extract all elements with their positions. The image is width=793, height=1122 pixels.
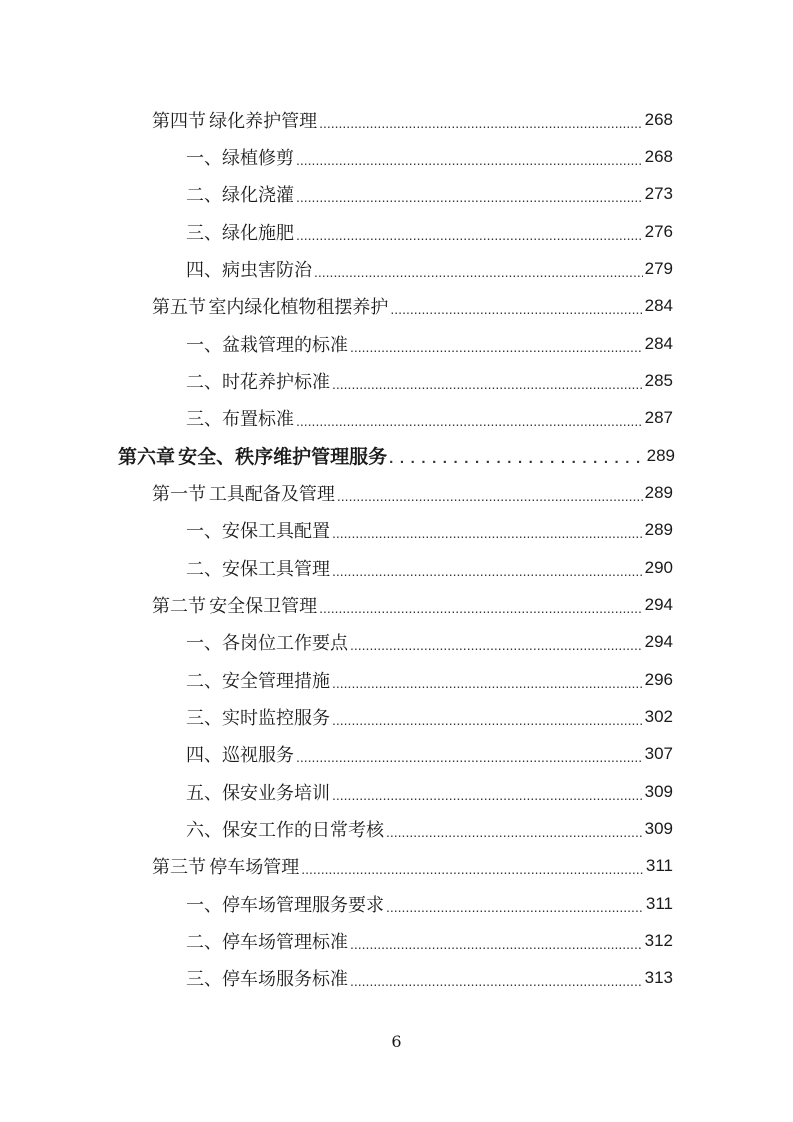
toc-page-number: 302: [644, 706, 673, 726]
dot-leader: [301, 859, 644, 879]
toc-item-entry[interactable]: [186, 810, 673, 847]
toc-page-number: 289: [644, 519, 673, 539]
toc-page-number: 294: [644, 631, 673, 651]
toc-item-entry[interactable]: [186, 250, 673, 287]
toc-number: 四、: [186, 744, 222, 766]
toc-title: 绿化养护管理: [209, 110, 318, 132]
toc-item-entry[interactable]: [186, 549, 673, 586]
dot-leader: [319, 598, 643, 618]
toc-page-number: 311: [645, 855, 673, 875]
toc-item-entry[interactable]: [186, 922, 673, 959]
toc-item-entry[interactable]: [186, 399, 673, 436]
toc-page-number: 273: [644, 183, 673, 203]
toc-title: 绿植修剪: [222, 147, 294, 169]
toc-page-number: 268: [644, 146, 673, 166]
toc-title: 实时监控服务: [222, 707, 330, 729]
dot-leader: [386, 897, 644, 917]
dot-leader: [350, 934, 643, 954]
toc-number: 二、: [186, 670, 222, 692]
toc-number: 第六章: [118, 446, 176, 468]
toc-item-entry[interactable]: [186, 735, 673, 772]
toc-item-entry[interactable]: [186, 362, 673, 399]
dot-leader: [337, 486, 643, 506]
toc-number: 一、: [186, 894, 222, 916]
dot-leader: [332, 673, 643, 693]
toc-title: 停车场管理标准: [222, 931, 348, 953]
toc-section-entry[interactable]: [152, 847, 673, 884]
toc-number: 一、: [186, 334, 222, 356]
toc-page-number: 294: [644, 594, 673, 614]
toc-item-entry[interactable]: [186, 885, 673, 922]
toc-title: 保安业务培训: [222, 782, 330, 804]
dot-leader: [332, 710, 643, 730]
toc-number: 二、: [186, 184, 222, 206]
toc-title: 安全、秩序维护管理服务: [178, 446, 388, 468]
toc-item-entry[interactable]: [186, 138, 673, 175]
dot-leader: [386, 822, 643, 842]
toc-title: 停车场管理: [209, 856, 300, 878]
dot-leader: [332, 374, 643, 394]
toc-page-number: 287: [644, 407, 673, 427]
toc-section-entry[interactable]: [152, 287, 673, 324]
toc-item-entry[interactable]: [186, 511, 673, 548]
toc-title: 停车场管理服务要求: [222, 894, 384, 916]
toc-page-number: 289: [646, 445, 675, 465]
toc-page-number: 296: [644, 669, 673, 689]
toc-number: 第一节: [152, 483, 206, 505]
toc-page-number: 268: [644, 109, 673, 129]
toc-page-number: 284: [644, 295, 673, 315]
toc-item-entry[interactable]: [186, 325, 673, 362]
toc-title: 巡视服务: [222, 744, 294, 766]
dot-leader: [296, 187, 643, 207]
toc-title: 工具配备及管理: [208, 483, 335, 505]
dot-leader: [296, 225, 643, 245]
toc-title: 病虫害防治: [222, 259, 312, 281]
toc-number: 一、: [186, 520, 222, 542]
toc-page-number: 279: [644, 258, 673, 278]
toc-item-entry[interactable]: [186, 623, 673, 660]
toc-page-number: 290: [644, 557, 673, 577]
toc-item-entry[interactable]: [186, 773, 673, 810]
toc-page-number: 276: [644, 221, 673, 241]
toc-page-number: 309: [644, 818, 673, 838]
toc-item-entry[interactable]: [186, 213, 673, 250]
toc-page-number: 309: [644, 781, 673, 801]
toc-number: 二、: [186, 371, 222, 393]
toc-title: 绿化浇灌: [222, 184, 294, 206]
dot-leader: [296, 747, 643, 767]
toc-title: 安全管理措施: [222, 670, 330, 692]
dot-leader: [350, 337, 643, 357]
toc-number: 二、: [186, 558, 222, 580]
toc-item-entry[interactable]: [186, 661, 673, 698]
toc-page-number: 307: [644, 743, 673, 763]
toc-chapter-entry[interactable]: [118, 437, 675, 474]
toc-number: 三、: [186, 707, 222, 729]
toc-title: 时花养护标准: [222, 371, 330, 393]
toc-number: 一、: [186, 147, 222, 169]
toc-number: 一、: [186, 632, 222, 654]
dot-leader: [332, 523, 643, 543]
toc-number: 三、: [186, 222, 222, 244]
toc-title: 盆栽管理的标准: [222, 334, 348, 356]
toc-number: 第五节: [152, 296, 206, 318]
dot-leader: [319, 113, 643, 133]
toc-number: 六、: [186, 819, 222, 841]
toc-section-entry[interactable]: [152, 474, 673, 511]
toc-number: 三、: [186, 408, 222, 430]
toc-page-number: 312: [644, 930, 673, 950]
dot-leader: [296, 150, 643, 170]
page-footer-number: 6: [391, 1032, 402, 1051]
dot-leader: [332, 785, 643, 805]
toc-number: 三、: [186, 968, 222, 990]
toc-section-entry[interactable]: [152, 101, 673, 138]
toc-item-entry[interactable]: [186, 175, 673, 212]
dot-leader: [350, 971, 643, 991]
toc-number: 四、: [186, 259, 222, 281]
toc-page-number: 285: [644, 370, 673, 390]
dot-leader: [389, 449, 645, 469]
toc-page-number: 311: [645, 893, 673, 913]
toc-number: 二、: [186, 931, 222, 953]
toc-number: 第三节: [152, 856, 206, 878]
toc-title: 室内绿化植物租摆养护: [208, 296, 389, 318]
toc-title: 安保工具配置: [222, 520, 330, 542]
dot-leader: [332, 561, 643, 581]
toc-number: 第四节: [152, 110, 206, 132]
toc-title: 安保工具管理: [222, 558, 330, 580]
toc-title: 布置标准: [222, 408, 294, 430]
toc-title: 各岗位工作要点: [222, 632, 348, 654]
dot-leader: [350, 635, 643, 655]
toc-number: 五、: [186, 782, 222, 804]
toc-page-number: 313: [644, 967, 673, 987]
toc-section-entry[interactable]: [152, 586, 673, 623]
dot-leader: [296, 411, 643, 431]
toc-title: 停车场服务标准: [222, 968, 348, 990]
toc-number: 第二节: [152, 595, 206, 617]
dot-leader: [390, 299, 642, 319]
toc-page-number: 284: [644, 333, 673, 353]
toc-item-entry[interactable]: [186, 959, 673, 996]
toc-page-number: 289: [644, 482, 673, 502]
toc-title: 安全保卫管理: [209, 595, 318, 617]
toc-title: 绿化施肥: [222, 222, 294, 244]
toc-title: 保安工作的日常考核: [222, 819, 384, 841]
dot-leader: [314, 262, 643, 282]
toc-item-entry[interactable]: [186, 698, 673, 735]
